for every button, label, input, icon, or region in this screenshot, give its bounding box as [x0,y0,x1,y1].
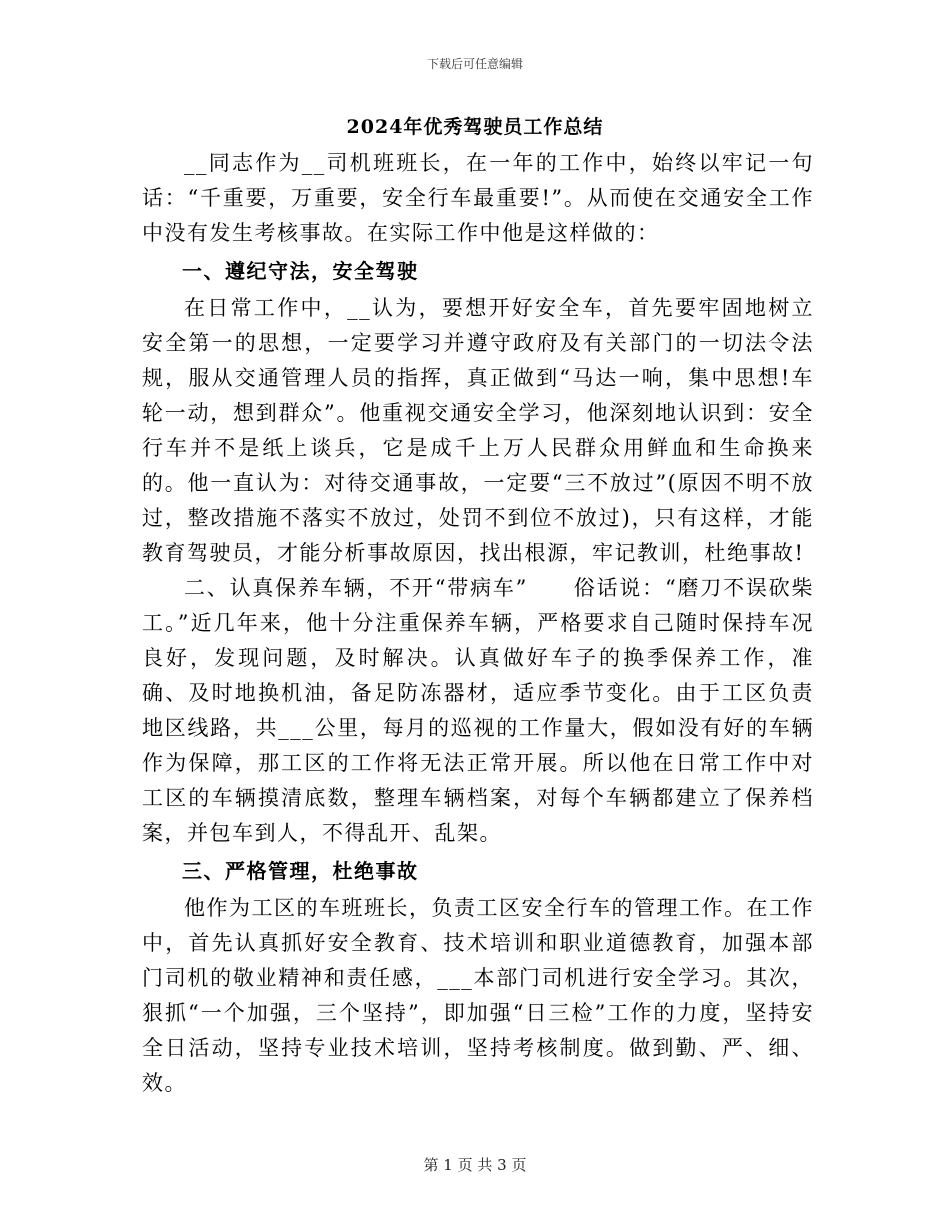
page-header-note: 下载后可任意编辑 [426,57,523,71]
paragraph-section-1: 在日常工作中，__认为，要想开好安全车，首先要牢固地树立安全第一的思想，一定要学习并遵守政府及有关部门的一切法令法规，服从交通管理人员的指挥，真正做到“马达一响，集中思想!车轮一动，想到群众”。他重视交通安全学习，他深刻地认识到：安全行车并不是纸上谈兵，它是成千上万人民群众用鲜血和生命换来的。他一直认为：对待交通事故，一定要“三不放过”(原因不明不放过，整改措施不落实不放过，处罚不到位不放过)，只有这样，才能教育驾驶员，才能分析事故原因，找出根源，牢记教训，杜绝事故! [142,296,814,565]
paragraph-intro: __同志作为__司机班班长，在一年的工作中，始终以牢记一句话：“千重要，万重要，安全行车最重要!”。从而使在交通安全工作中没有发生考核事故。在实际工作中他是这样做的： [142,151,814,245]
section-heading-1: 一、遵纪守法，安全驾驶 [182,259,419,283]
page-number: 第 1 页 共 3 页 [423,1156,527,1174]
document-body [142,146,814,1101]
paragraph-section-3: 他作为工区的车班班长，负责工区安全行车的管理工作。在工作中，首先认真抓好安全教育、技术培训和职业道德教育，加强本部门司机的敬业精神和责任感，___本部门司机进行安全学习。其次，狠抓“一个加强，三个坚持”，即加强“日三检”工作的力度，坚持安全日活动，坚持专业技术培训，坚持考核制度。做到勤、严、细、效。 [142,896,814,1095]
paragraph-section-2: 二、认真保养车辆，不开“带病车” 俗话说：“磨刀不误砍柴工。”近几年来，他十分注重保养车辆，严格要求自己随时保持车况良好，发现问题，及时解决。认真做好车子的换季保养工作，准确、及时地换机油，备足防冻器材，适应季节变化。由于工区负责地区线路，共___公里，每月的巡视的工作量大，假如没有好的车辆作为保障，那工区的工作将无法正常开展。所以他在日常工作中对工区的车辆摸清底数，整理车辆档案，对每个车辆都建立了保养档案，并包车到人，不得乱开、乱架。 [142,576,814,845]
document-title: 2024年优秀驾驶员工作总结 [346,116,604,138]
section-heading-3: 三、严格管理，杜绝事故 [182,859,419,883]
